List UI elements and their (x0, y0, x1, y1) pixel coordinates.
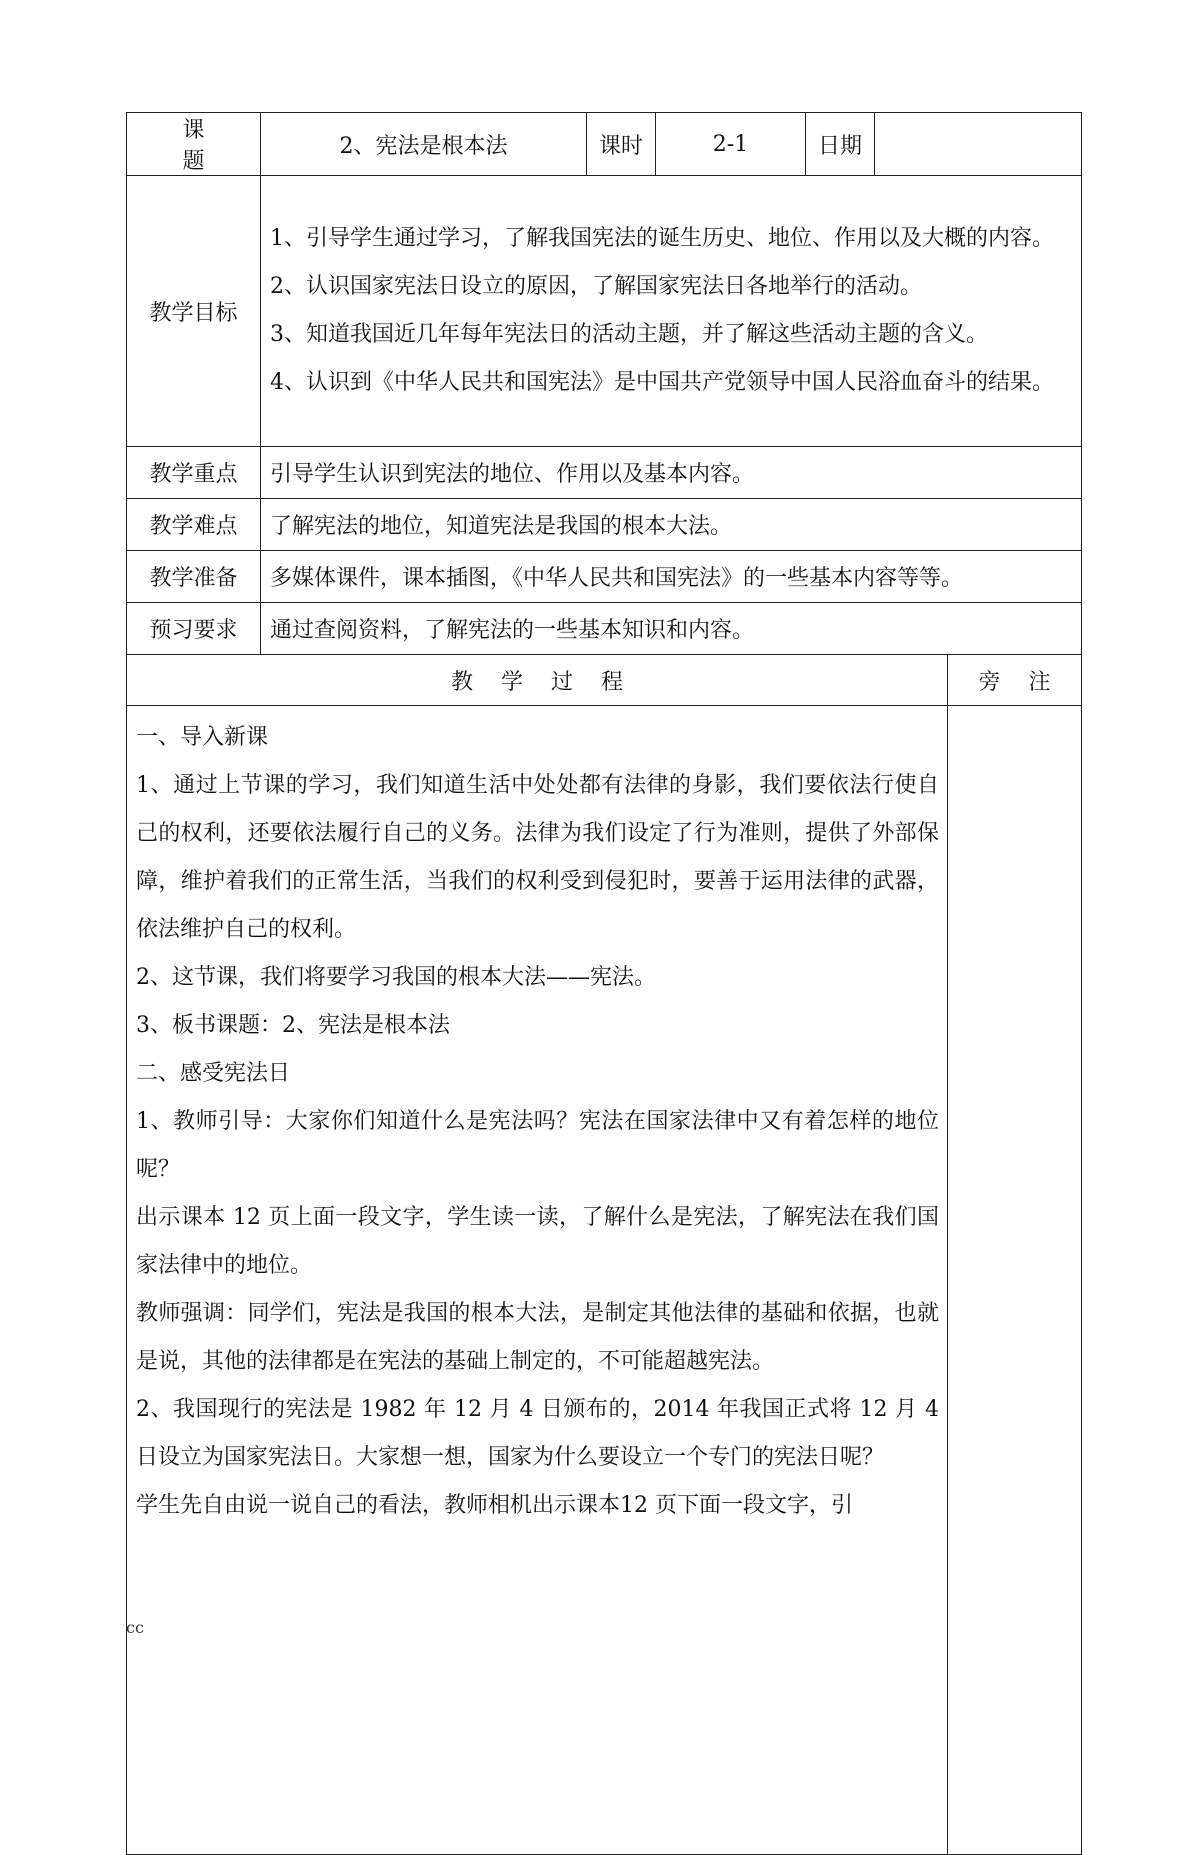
page-footer: cc (126, 1618, 144, 1637)
side-notes-cell (948, 706, 1082, 1855)
preview-value: 通过查阅资料，了解宪法的一些基本知识和内容。 (261, 603, 1082, 655)
process-header: 教学过程 (127, 655, 948, 706)
process-body-row (127, 706, 1082, 1855)
preparation-value: 多媒体课件，课本插图，《中华人民共和国宪法》的一些基本内容等等。 (261, 551, 1082, 603)
key-points-label: 教学重点 (127, 447, 261, 499)
process-paragraph: 学生先自由说一说自己的看法，教师相机出示课本12 页下面一段文字，引 (136, 1493, 853, 1518)
key-points-value: 引导学生认识到宪法的地位、作用以及基本内容。 (261, 447, 1082, 499)
header-row (127, 113, 1082, 176)
lesson-plan-table (126, 112, 1082, 1855)
objectives-row (127, 176, 1082, 447)
key-points-row (127, 447, 1082, 499)
process-paragraph: 出示课本 12 页上面一段文字，学生读一读，了解什么是宪法，了解宪法在我们国家法律中的地位。 (136, 1205, 939, 1278)
preparation-label: 教学准备 (127, 551, 261, 603)
process-paragraph: 1、通过上节课的学习，我们知道生活中处处都有法律的身影，我们要依法行使自己的权利，还要依法履行自己的义务。法律为我们设定了行为准则，提供了外部保障，维护着我们的正常生活，当我们的权利受到侵犯时，要善于运用法律的武器，依法维护自己的权利。 (136, 773, 939, 942)
process-paragraph: 教师强调：同学们，宪法是我国的根本大法，是制定其他法律的基础和依据，也就是说，其他的法律都是在宪法的基础上制定的，不可能超越宪法。 (136, 1301, 939, 1374)
objective-item: 2、认识国家宪法日设立的原因，了解国家宪法日各地举行的活动。 (270, 274, 922, 299)
preparation-row (127, 551, 1082, 603)
side-notes-header: 旁注 (948, 655, 1082, 706)
process-paragraph: 2、我国现行的宪法是 1982 年 12 月 4 日颁布的，2014 年我国正式将 12 月 4 日设立为国家宪法日。大家想一想，国家为什么要设立一个专门的宪法日呢？ (136, 1397, 939, 1470)
process-paragraph: 2、这节课，我们将要学习我国的根本大法——宪法。 (136, 965, 656, 990)
process-paragraph: 二、感受宪法日 (136, 1061, 291, 1086)
preview-row (127, 603, 1082, 655)
process-paragraph: 一、导入新课 (136, 725, 269, 750)
preview-label: 预习要求 (127, 603, 261, 655)
date-value (875, 113, 1082, 176)
objective-item: 1、引导学生通过学习，了解我国宪法的诞生历史、地位、作用以及大概的内容。 (270, 226, 1054, 251)
process-content (127, 706, 948, 1855)
process-header-row (127, 655, 1082, 706)
objective-item: 3、知道我国近几年每年宪法日的活动主题，并了解这些活动主题的含义。 (270, 322, 988, 347)
period-value: 2-1 (656, 113, 806, 176)
process-paragraph: 1、教师引导：大家你们知道什么是宪法吗？宪法在国家法律中又有着怎样的地位呢？ (136, 1109, 939, 1182)
period-label: 课时 (587, 113, 656, 176)
objective-item: 4、认识到《中华人民共和国宪法》是中国共产党领导中国人民浴血奋斗的结果。 (270, 370, 1054, 395)
objectives-label: 教学目标 (127, 176, 261, 447)
date-label: 日期 (806, 113, 875, 176)
difficulties-label: 教学难点 (127, 499, 261, 551)
difficulties-row (127, 499, 1082, 551)
process-paragraph: 3、板书课题：2、宪法是根本法 (136, 1013, 450, 1038)
objectives-content (261, 176, 1082, 447)
difficulties-value: 了解宪法的地位，知道宪法是我国的根本大法。 (261, 499, 1082, 551)
topic-value: 2、宪法是根本法 (261, 113, 587, 176)
topic-label: 课 题 (127, 113, 261, 176)
